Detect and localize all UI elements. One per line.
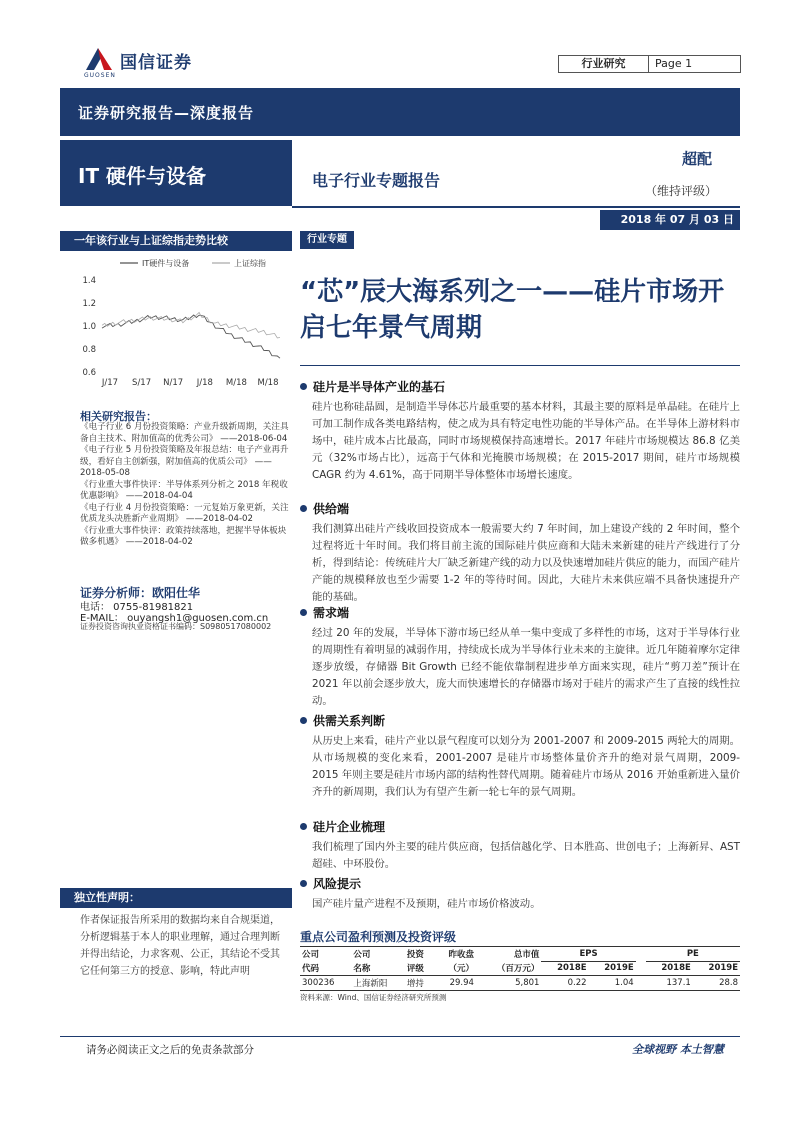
- legend-label: 上证综指: [234, 259, 266, 268]
- bullet-icon: [300, 609, 307, 616]
- forecast-table: [300, 946, 740, 991]
- section-heading: 供需关系判断: [313, 714, 386, 728]
- y-tick-label: 1.2: [82, 299, 96, 309]
- table-cell: 29.94: [434, 976, 476, 991]
- page-number: Page 1: [655, 57, 693, 70]
- section-risk: [300, 875, 740, 913]
- header-divider: [292, 206, 740, 208]
- y-tick-label: 1.0: [82, 322, 96, 332]
- section-body: 硅片也称硅晶圆，是制造半导体芯片最重要的基本材料，其最主要的原料是单晶硅。在硅片上可加工制作成各类电路结构，使之成为具有特定电性功能的半导体产品。在半导体上游材料市场中，硅片成本占比最高，同时市场规模保持高速增长。2017 年硅片市场规模达 86.8 亿美元（32%市场占比），远高于气体和光掩膜市场规模；在 2015-2017 期间，硅片市场规模 CAGR 约为 4.61%，高于同期半导体整体市场增长速度。: [312, 401, 740, 481]
- table-header-cell: EPS: [541, 947, 635, 962]
- report-date: 2018 年 07 月 03 日: [600, 210, 740, 230]
- section-body: 我们测算出硅片产线收回投资成本一般需要大约 7 年时间，加上建设产线的 2 年时间，整个过程将近十年时间。我们将目前主流的国际硅片供应商和大陆未来新建的硅片产线进行了分析，得到结论：传统硅片大厂缺乏新建产线的动力以及快速增加硅片供应的能力，而国产硅片产能的规模释放也至少需要 1-2 年的等待时间。因此，大硅片未来供应端不具备快速提升产能的基础。: [312, 523, 740, 603]
- table-header-cell: 代码: [300, 961, 351, 976]
- disclaimer-note: 请务必阅读正文之后的免责条款部分: [86, 1044, 254, 1056]
- rating: 超配: [682, 150, 713, 168]
- analyst-cert: 证券投资咨询执业资格证书编码：S0980517080002: [80, 622, 272, 631]
- table-header-cell: PE: [646, 947, 740, 962]
- table-header-cell: 2018E: [541, 961, 588, 976]
- table-header-cell: 2019E: [589, 961, 636, 976]
- table-cell: 增持: [405, 976, 435, 991]
- table-header-cell: 昨收盘: [434, 947, 476, 962]
- table-header-cell: 2019E: [693, 961, 740, 976]
- table-header-cell: 评级: [405, 961, 435, 976]
- section-demand: [300, 604, 740, 710]
- x-tick-label: J/17: [101, 378, 119, 388]
- section-foundation: [300, 378, 740, 484]
- guosen-logo-icon: [84, 44, 114, 72]
- y-tick-label: 0.8: [82, 345, 96, 355]
- report-type-label: 证券研究报告—深度报告: [78, 104, 255, 122]
- section-heading: 供给端: [313, 502, 350, 516]
- report-type-band: [60, 88, 740, 136]
- table-cell: 137.1: [646, 976, 693, 991]
- related-report-item[interactable]: 《电子行业 6 月份投资策略：产业升级新周期，关注具备自主技术、附加值高的优秀公司》 ——2018-06-04: [80, 422, 289, 444]
- table-cell: 1.04: [589, 976, 636, 991]
- x-tick-label: M/18: [257, 378, 279, 388]
- related-reports-list: [80, 422, 290, 549]
- topic-tag: 行业专题: [300, 231, 354, 249]
- section-supply-demand: [300, 712, 740, 801]
- bullet-icon: [300, 383, 307, 390]
- table-cell: 28.8: [693, 976, 740, 991]
- table-header-row: [300, 961, 740, 976]
- analyst-phone: 电话： 0755-81981821: [80, 602, 194, 613]
- bullet-icon: [300, 823, 307, 830]
- legend-label: IT硬件与设备: [142, 259, 190, 268]
- industry-band: [60, 140, 292, 206]
- chart-heading: 一年该行业与上证综指走势比较: [60, 231, 292, 251]
- related-report-item[interactable]: 《电子行业 5 月份投资策略及年报总结：电子产业再升级，看好自主创新强，附加值高的优质公司》 ——2018-05-08: [80, 445, 289, 478]
- table-header-cell: 投资: [405, 947, 435, 962]
- y-tick-label: 0.6: [82, 368, 96, 378]
- header-info-box: [558, 55, 741, 73]
- related-report-item[interactable]: 《电子行业 4 月份投资策略：一元复始万象更新，关注优质龙头决胜新产业周期》 ——2018-04-02: [80, 502, 289, 524]
- analyst-heading: 证券分析师：欧阳仕华: [80, 586, 201, 600]
- forecast-table-title: 重点公司盈利预测及投资评级: [300, 930, 457, 944]
- table-header-cell: 总市值: [476, 947, 541, 962]
- table-cell: 300236: [300, 976, 351, 991]
- table-cell: 0.22: [541, 976, 588, 991]
- industry-label: IT 硬件与设备: [78, 164, 207, 188]
- trend-chart: [70, 254, 290, 394]
- brand-name: 国信证券: [120, 53, 192, 73]
- section-companies: [300, 818, 740, 873]
- y-tick-label: 1.4: [82, 276, 96, 286]
- x-tick-label: M/18: [225, 378, 247, 388]
- footer-divider: [60, 1036, 740, 1037]
- table-source: 资料来源：Wind、国信证券经济研究所预测: [300, 993, 447, 1002]
- section-body: 国产硅片量产进程不及预期，硅片市场价格波动。: [312, 898, 541, 910]
- x-tick-label: N/17: [163, 378, 184, 388]
- section-heading: 硅片企业梳理: [313, 820, 386, 834]
- table-header-cell: 公司: [300, 947, 351, 962]
- bullet-icon: [300, 717, 307, 724]
- section-body: 我们梳理了国内外主要的硅片供应商，包括信越化学、日本胜高、世创电子；上海新昇、AST 超硅、中环股份。: [312, 841, 740, 870]
- x-tick-label: S/17: [132, 378, 152, 388]
- related-report-item[interactable]: 《行业重大事件快评：半导体系列分析之 2018 年税收优惠影响》 ——2018-04-04: [80, 479, 288, 501]
- related-report-item[interactable]: 《行业重大事件快评：政策持续落地，把握半导体板块做多机遇》 ——2018-04-02: [80, 525, 287, 547]
- table-header-cell: 2018E: [646, 961, 693, 976]
- section-heading: 硅片是半导体产业的基石: [313, 380, 446, 394]
- table-header-cell: 名称: [351, 961, 405, 976]
- table-cell: 5,801: [476, 976, 541, 991]
- independence-text: 作者保证报告所采用的数据均来自合规渠道，分析逻辑基于本人的职业理解，通过合理判断并得出结论，力求客观、公正，其结论不受其它任何第三方的授意、影响，特此声明: [80, 915, 280, 977]
- report-category: 行业研究: [559, 56, 649, 72]
- section-supply: [300, 500, 740, 606]
- table-row: [300, 976, 740, 991]
- table-header-cell: 公司: [351, 947, 405, 962]
- x-tick-label: J/18: [196, 378, 213, 388]
- section-heading: 风险提示: [313, 877, 362, 891]
- table-cell: 上海新阳: [351, 976, 405, 991]
- report-kind: 电子行业专题报告: [312, 171, 441, 190]
- footer-slogan: 全球视野 本土智慧: [632, 1043, 724, 1056]
- section-heading: 需求端: [313, 606, 350, 620]
- independence-heading: 独立性声明：: [60, 888, 292, 908]
- section-body: 经过 20 年的发展，半导体下游市场已经从单一集中变成了多样性的市场，这对于半导体行业的周期性有着明显的减弱作用，持续成长成为半导体行业未来的主旋律。近几年随着摩尔定律逐步放缓，存储器 Bit Growth 已经不能依靠制程进步单方面来实现，硅片“剪刀差”预计在 2021 年以前会逐步放大，庞大而快速增长的存储器市场对于硅片的需求产生了直接的线性拉动。: [312, 627, 740, 707]
- related-reports-title: 相关研究报告：: [80, 410, 157, 423]
- table-header-row: [300, 947, 740, 962]
- bullet-icon: [300, 505, 307, 512]
- rating-note: （维持评级）: [645, 184, 718, 198]
- table-header-cell: （元）: [434, 961, 476, 976]
- report-title: “芯”辰大海系列之一——硅片市场开启七年景气周期: [300, 277, 725, 343]
- brand-name-en: GUOSEN: [84, 72, 116, 79]
- bullet-icon: [300, 880, 307, 887]
- section-body: 从历史上来看，硅片产业以景气程度可以划分为 2001-2007 和 2009-2015 两轮大的周期。从市场规模的变化来看，2001-2007 是硅片市场整体量价齐升的绝对景气周期，2009-2015 年则主要是硅片市场内部的结构性替代周期。随着硅片市场从 2016 开始重新进入量价齐升的新周期，我们认为有望产生新一轮七年的景气周期。: [312, 735, 740, 798]
- series-line: [102, 312, 280, 338]
- title-divider: [300, 365, 740, 366]
- analyst-email[interactable]: E-MAIL： ouyangsh1@guosen.com.cn: [80, 613, 269, 624]
- table-header-cell: （百万元）: [476, 961, 541, 976]
